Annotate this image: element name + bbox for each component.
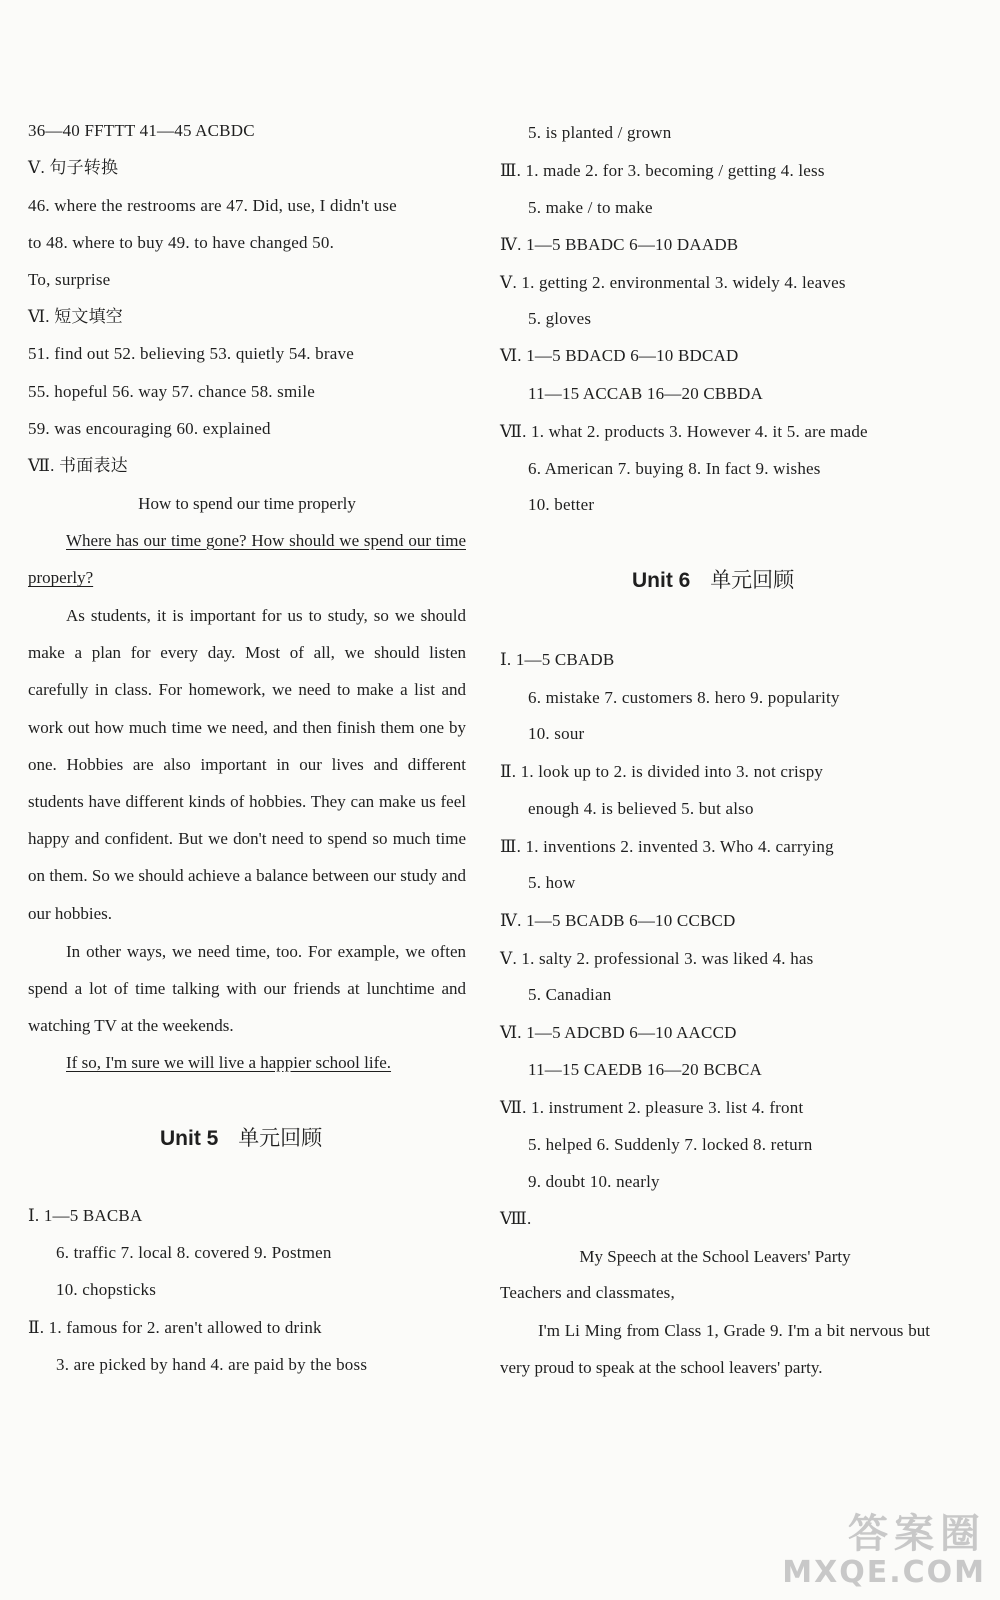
answer-line: to 48. where to buy 49. to have changed 50. [28, 233, 335, 252]
site-watermark [782, 1512, 986, 1590]
answer-line: 3. are picked by hand 4. are paid by the boss [56, 1355, 368, 1374]
section-heading: Ⅴ. 句子转换 [28, 158, 119, 177]
unit-heading [632, 568, 794, 594]
unit-title: 单元回顾 [710, 569, 795, 592]
unit-heading [160, 1126, 322, 1152]
speech-title: My Speech at the School Leavers' Party [579, 1247, 851, 1266]
section-heading: Ⅷ. [500, 1209, 532, 1228]
answer-line: Ⅳ. 1—5 BBADC 6—10 DAADB [500, 235, 739, 254]
answer-line: 6. American 7. buying 8. In fact 9. wishes [528, 459, 821, 478]
answer-line: 6. mistake 7. customers 8. hero 9. popularity [528, 688, 840, 707]
answer-line: 5. make / to make [528, 198, 653, 217]
answer-line: 51. find out 52. believing 53. quietly 54. brave [28, 344, 354, 363]
answer-line: 11—15 ACCAB 16—20 CBBDA [528, 384, 763, 403]
answer-line: Ⅰ. 1—5 BACBA [28, 1206, 143, 1225]
answer-line: 46. where the restrooms are 47. Did, use, I didn't use [28, 196, 397, 215]
unit-title: 单元回顾 [238, 1127, 323, 1150]
section-heading: Ⅵ. 短文填空 [28, 307, 123, 326]
answer-line: 55. hopeful 56. way 57. chance 58. smile [28, 382, 316, 401]
answer-line: 5. how [528, 873, 576, 892]
essay-paragraph: In other ways, we need time, too. For example, we often spend a lot of time talking with our friends at lunchtime and watching TV at the weekends. [28, 942, 466, 1036]
essay-title: How to spend our time properly [138, 494, 356, 513]
answer-line: 59. was encouraging 60. explained [28, 419, 271, 438]
section-heading: Ⅶ. 书面表达 [28, 456, 128, 475]
answer-line: 10. better [528, 495, 595, 514]
speech-greeting: Teachers and classmates, [500, 1283, 675, 1302]
answer-line: 10. chopsticks [56, 1280, 157, 1299]
answer-line: 5. Canadian [528, 985, 612, 1004]
answer-line: Ⅰ. 1—5 CBADB [500, 650, 615, 669]
essay-conclusion: If so, I'm sure we will live a happier school life. [66, 1053, 392, 1072]
answer-line: Ⅵ. 1—5 BDACD 6—10 BDCAD [500, 346, 739, 365]
watermark-line-1: 答案圈 [848, 1511, 986, 1557]
watermark-line-2: MXQE.COM [782, 1555, 986, 1590]
answer-line: Ⅴ. 1. getting 2. environmental 3. widely 4. leaves [500, 273, 846, 292]
answer-line: 36—40 FFTTT 41—45 ACBDC [28, 121, 255, 140]
answer-line: 9. doubt 10. nearly [528, 1172, 660, 1191]
answer-line: 6. traffic 7. local 8. covered 9. Postmen [56, 1243, 332, 1262]
answer-line: 5. gloves [528, 309, 592, 328]
answer-line: Ⅵ. 1—5 ADCBD 6—10 AACCD [500, 1023, 737, 1042]
answer-line: 5. helped 6. Suddenly 7. locked 8. return [528, 1135, 813, 1154]
answer-line: Ⅱ. 1. famous for 2. aren't allowed to drink [28, 1318, 322, 1337]
essay-paragraph: As students, it is important for us to study, so we should make a plan for every day. Most of all, we should listen carefully in class. For homework, we need to make a list and work out how much time we need, and then finish them one by one. Hobbies are also important in our lives and different students have different kinds of hobbies. They can make us feel happy and confident. But we don't need to spend so much time on them. So we should achieve a balance between our study and our hobbies. [28, 606, 466, 923]
answer-line: 11—15 CAEDB 16—20 BCBCA [528, 1060, 762, 1079]
answer-line: 10. sour [528, 724, 585, 743]
essay-intro: Where has our time gone? How should we spend our time properly? [28, 531, 466, 588]
answer-line: 5. is planted / grown [528, 123, 672, 142]
answer-line: Ⅴ. 1. salty 2. professional 3. was liked 4. has [500, 949, 814, 968]
unit-number: Unit 5 [160, 1127, 219, 1150]
answer-line: Ⅱ. 1. look up to 2. is divided into 3. not crispy [500, 762, 824, 781]
answer-line: Ⅳ. 1—5 BCADB 6—10 CCBCD [500, 911, 736, 930]
answer-line: Ⅲ. 1. inventions 2. invented 3. Who 4. carrying [500, 837, 834, 856]
answer-line: enough 4. is believed 5. but also [528, 799, 754, 818]
answer-line: Ⅲ. 1. made 2. for 3. becoming / getting 4. less [500, 161, 825, 180]
answer-line: Ⅶ. 1. what 2. products 3. However 4. it 5. are made [500, 422, 868, 441]
answer-line: To, surprise [28, 270, 111, 289]
speech-paragraph: I'm Li Ming from Class 1, Grade 9. I'm a bit nervous but very proud to speak at the school leavers' party. [500, 1321, 930, 1378]
answer-line: Ⅶ. 1. instrument 2. pleasure 3. list 4. front [500, 1098, 804, 1117]
unit-number: Unit 6 [632, 569, 691, 592]
